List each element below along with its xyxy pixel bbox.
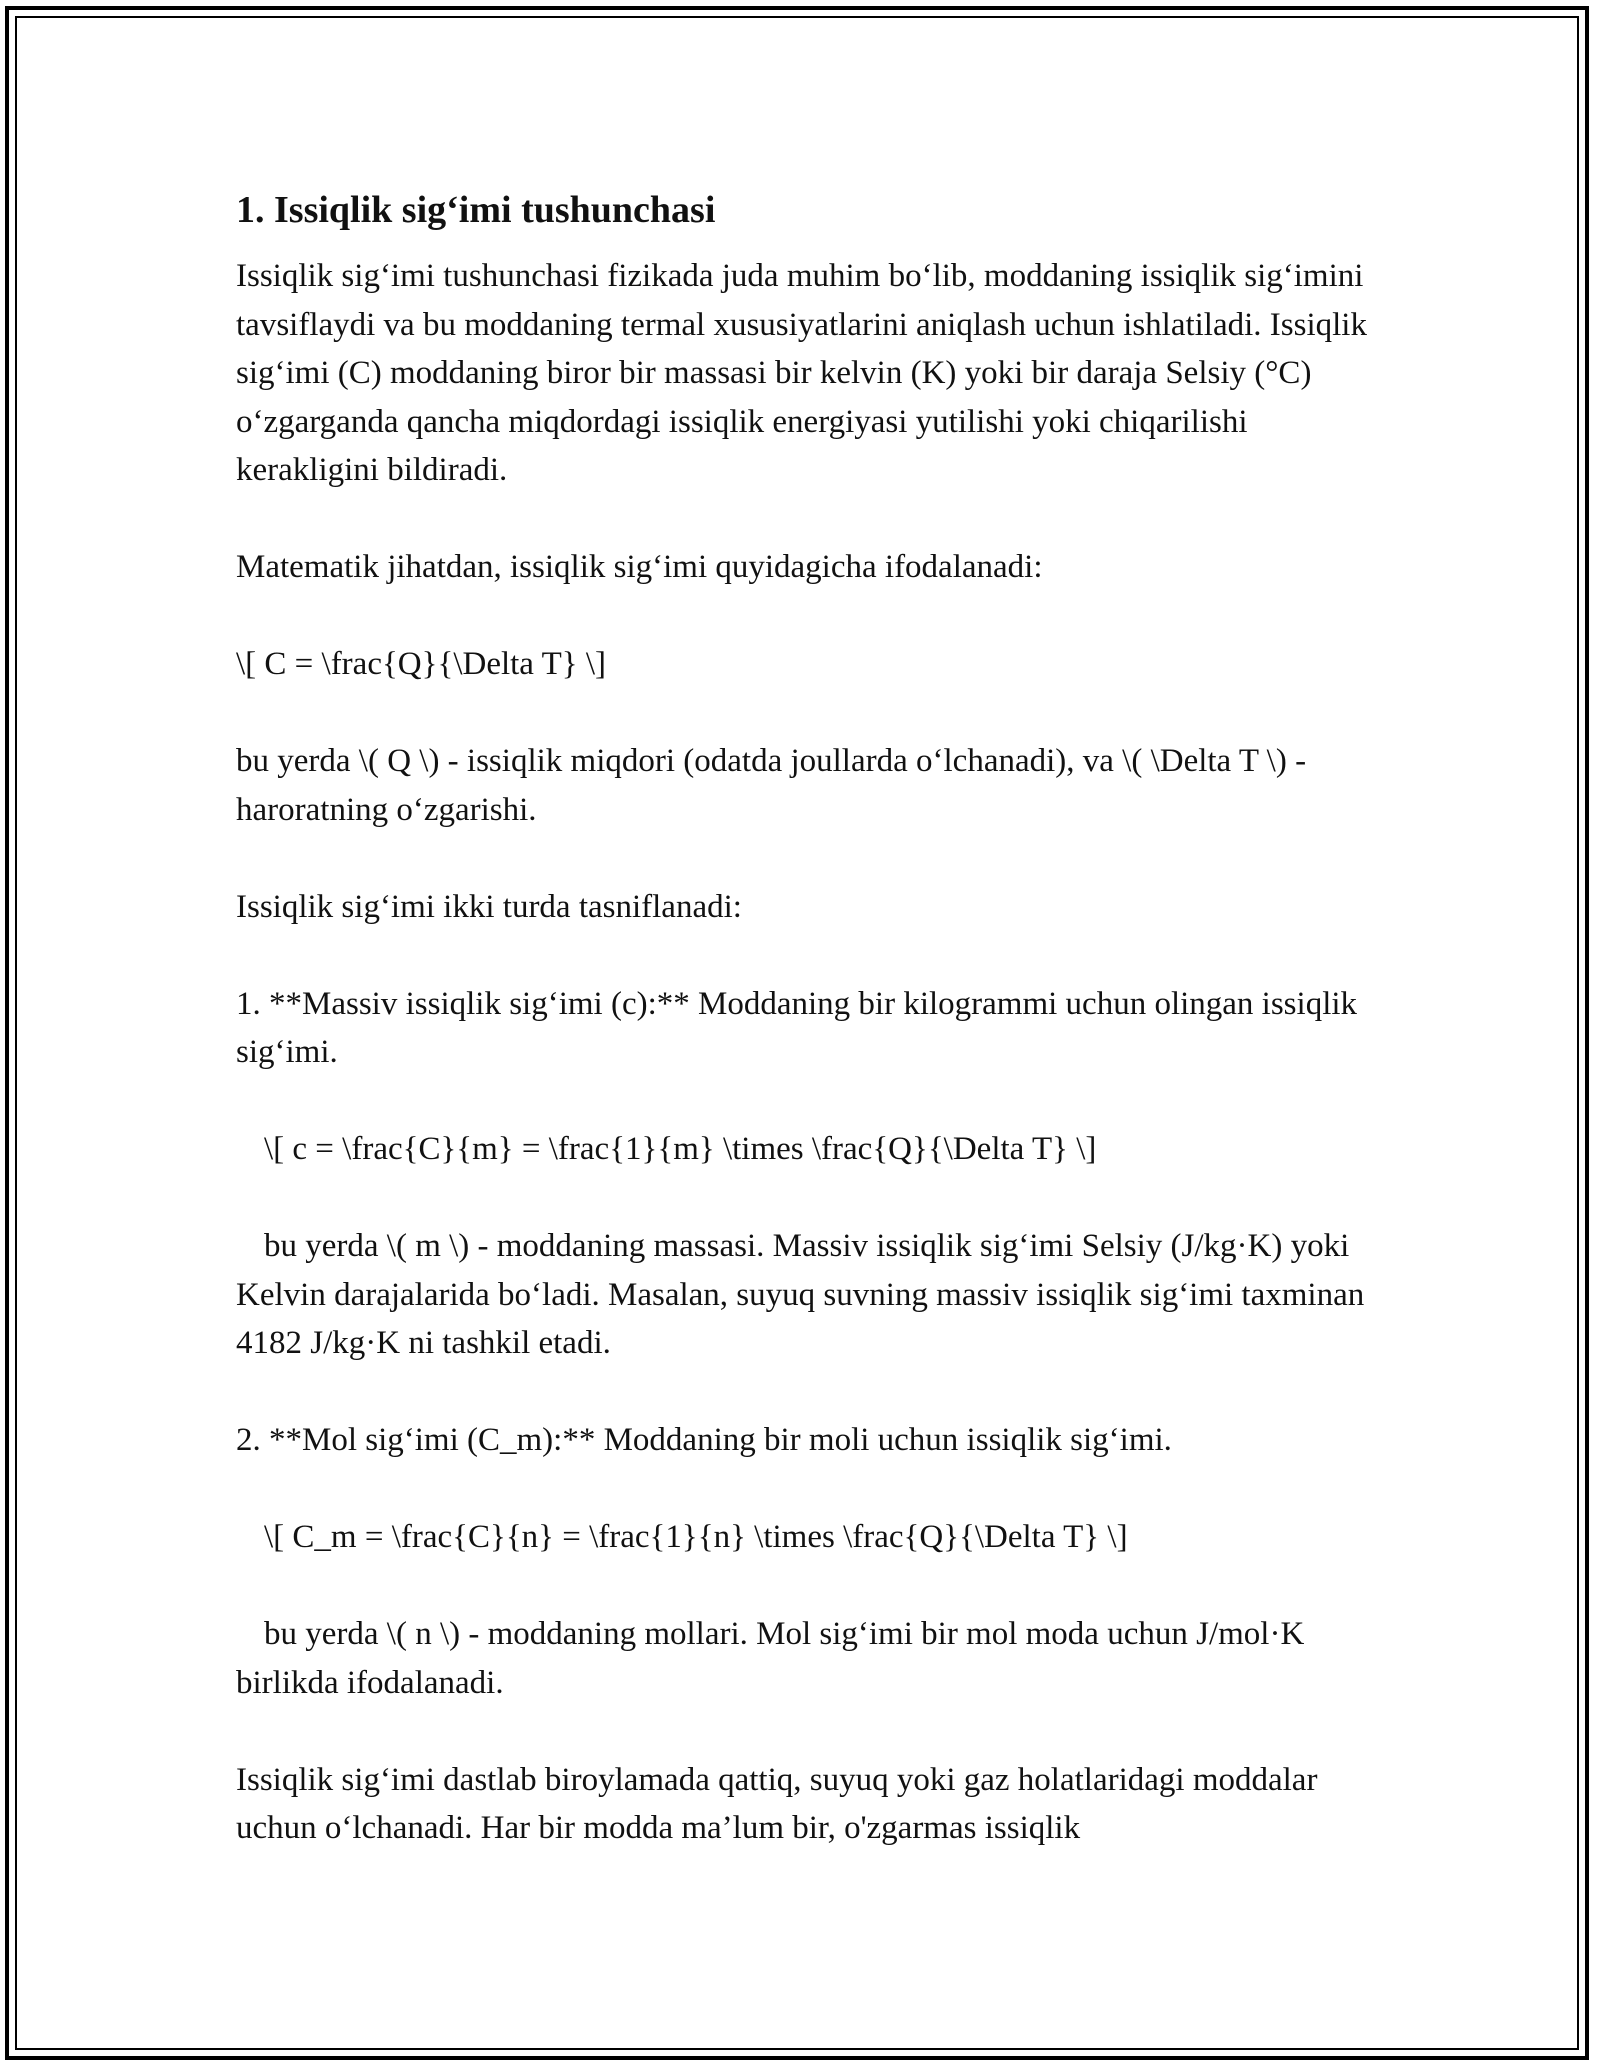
closing-paragraph: Issiqlik sig‘imi dastlab biroylamada qattiq, suyuq yoki gaz holatlaridagi moddalar uchun o‘lchanadi. Har bir modda ma’lum bir, o'zgarmas issiqlik bbox=[236, 1761, 1318, 1846]
formula-specific-heat: \[ c = \frac{C}{m} = \frac{1}{m} \times \frac{Q}{\Delta T} \] bbox=[264, 1131, 1097, 1167]
list-item-specific-heat: 1. **Massiv issiqlik sig‘imi (c):** Moddaning bir kilogrammi uchun olingan issiqlik sig‘imi. bbox=[236, 985, 1358, 1070]
formula-heat-capacity: \[ C = \frac{Q}{\Delta T} \] bbox=[236, 646, 607, 682]
document-body bbox=[236, 186, 1376, 1901]
formula-explanation: bu yerda \( Q \) - issiqlik miqdori (odatda joullarda o‘lchanadi), va \( \Delta T \) - haroratning o‘zgarishi. bbox=[236, 743, 1307, 828]
math-intro-paragraph: Matematik jihatdan, issiqlik sig‘imi quyidagicha ifodalanadi: bbox=[236, 549, 1043, 585]
specific-heat-explanation: bu yerda \( m \) - moddaning massasi. Massiv issiqlik sig‘imi Selsiy (J/kg·K) yoki Kelvin darajalarida bo‘ladi. Masalan, suyuq suvning massiv issiqlik sig‘imi taxminan 4182 J/kg·K ni tashkil etadi. bbox=[236, 1228, 1365, 1361]
section-heading: 1. Issiqlik sig‘imi tushunchasi bbox=[236, 189, 716, 231]
intro-paragraph: Issiqlik sig‘imi tushunchasi fizikada juda muhim bo‘lib, moddaning issiqlik sig‘imini tavsiflaydi va bu moddaning termal xususiyatlarini aniqlash uchun ishlatiladi. Issiqlik sig‘imi (C) moddaning biror bir massasi bir kelvin (K) yoki bir daraja Selsiy (°C) o‘zgarganda qancha miqdordagi issiqlik energiyasi yutilishi yoki chiqarilishi kerakligini bildiradi. bbox=[236, 258, 1367, 488]
molar-heat-explanation: bu yerda \( n \) - moddaning mollari. Mol sig‘imi bir mol moda uchun J/mol·K birlikda ifodalanadi. bbox=[236, 1616, 1305, 1701]
classification-paragraph: Issiqlik sig‘imi ikki turda tasniflanadi: bbox=[236, 888, 742, 925]
formula-molar-heat: \[ C_m = \frac{C}{n} = \frac{1}{n} \times \frac{Q}{\Delta T} \] bbox=[264, 1519, 1128, 1555]
list-item-molar-heat: 2. **Mol sig‘imi (C_m):** Moddaning bir moli uchun issiqlik sig‘imi. bbox=[236, 1422, 1172, 1458]
